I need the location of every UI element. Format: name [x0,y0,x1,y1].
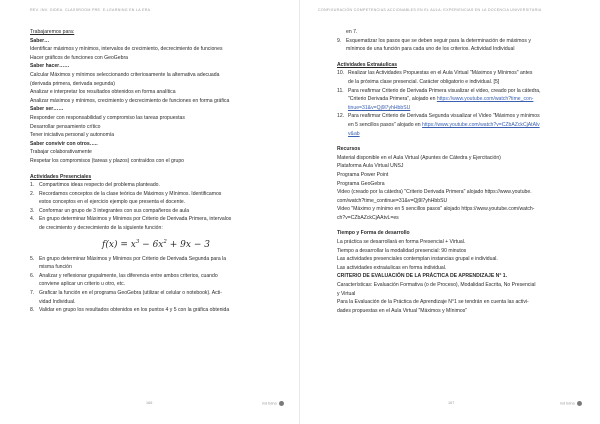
activity-item: 3. Conformar un grupo de 3 integrantes con sus compañeros de aula [30,207,190,214]
criteria-heading: CRITERIO DE EVALUACIÓN DE LA PRÁCTICA DE APRENDIZAJE N° 1. [337,273,508,280]
resource-item: com/watch?time_continue=31&v=Qj9l7yhHbbSU [337,197,448,204]
saber-hacer-heading: Saber hacer…… [30,63,70,70]
video-link[interactable]: https://www.youtube.com/watch?v=CZbAZckCjAtAlv [422,121,540,128]
time-heading: Tiempo y Forma de desarrollo [337,230,410,237]
saber-hacer-item: Analizar máximos y mínimos, crecimiento y decrecimiento de funciones en forma gráfica [30,97,230,104]
left-footer-brand: ind bdna [262,401,284,406]
saber-ser-heading: Saber ser…… [30,106,64,113]
brand-logo-icon [577,401,582,406]
saber-heading: Saber… [30,37,50,44]
left-page-number: 166 [146,401,153,405]
saber-ser-item: Desarrollar pensamiento crítico [30,123,101,130]
activity-item: 1. Compartimos ideas respecto del problema planteado. [30,182,160,189]
video-link-cont[interactable]: tinue=31&v=Qj9l7yhHbbSU [348,104,411,111]
criteria-line: dades propuestas en el Aula Virtual "Máximos y Mínimos" [337,307,468,314]
saber-hacer-item: Calcular Máximos y mínimos seleccionando criteriosamente la alternativa adecuada [30,71,220,78]
saber-item: Identificar máximos y mínimos, intervalos de crecimiento, decrecimiento de funciones [30,46,223,53]
extra-activities-heading: Actividades Extraáulicas [337,61,398,68]
resource-item: Video (creado por la cátedra) "Criterio Derivada Primera" alojado https://www.youtube. [337,189,532,196]
activity-item: 9. Esquematizar los pasos que se deben seguir para la determinación de máximos y mínimos de una función para cada uno de los criterios. Actividad Individual [337,37,531,53]
saber-item: Hacer gráficos de funciones con GeoGebra [30,54,128,61]
time-item: Las actividades presenciales contemplan instancias grupal e individual. [337,256,498,263]
activity-item: 10. Realizar las Actividades Propuestas en el Aula Virtual "Máximos y Mínimos" antes de la próxima clase presencial. Carácter obligatorio e individual. [5] [337,70,533,85]
continued-line: en 7. [346,29,358,35]
resources-heading: Recursos [337,146,361,153]
activity-item: 4. En grupo determinar Máximos y Mínimos por Criterio de Derivada Primera, intervalos de crecimiento y decrecimiento de la siguiente función: [30,216,232,232]
criteria-line: Para la Evaluación de la Práctica de Aprendizaje N°1 se tendrán en cuenta las activi- [337,299,529,306]
right-column [337,28,587,315]
saber-hacer-item: Analizar e interpretar los resultados obtenidos en forma analítica [30,89,176,96]
activities-heading: Actividades Presenciales [30,173,92,180]
video-link[interactable]: https://www.youtube.com/watch?time_con- [436,96,534,103]
function-formula: $f(x) = x^3 - 6x^2 + 9x - 3$ [102,238,210,250]
resource-item: ch?v=CZbAZckCjAAtvL=es [337,214,399,221]
resource-item: Programa GeoGebra [337,180,385,187]
right-running-header: CONFIGURACIÓN COMPETENCIAS ACCIONABLES EN EL AULA: EXPERIENCIAS EN LA DOCENCIA UNIVERSITARIA [318,8,542,12]
activity-item: 2. Recordamos conceptos de la clase teórica de Máximos y Mínimos. Identificamos estos conceptos en el ejercicio ejemplo que presenta el docente. [30,190,222,206]
activity-item: 12. Para reafirmar Criterio de Derivada Segunda visualizar el Video "Máximos y mínimos en 5 sencillos pasos" alojado en https://www.youtube.com/watch?v=CZbAZckCjAtAlv v&ab [337,113,540,137]
work-heading: Trabajaremos para: [30,29,75,35]
resource-item: Material disponible en el Aula Virtual (Apuntes de Cátedra y Ejercitación) [337,154,501,161]
saber-convivir-item: Respetar los compromisos (tareas y plazos) contraídos con el grupo [30,157,185,164]
right-page-number: 167 [448,401,455,405]
activity-item: 6. Analizar y reflexionar grupalmente, las diferencia entre ambos criterios, cuando conviene aplicar un criterio u otro, etc. [30,272,218,288]
resource-item: Programa Power Point [337,171,389,178]
saber-ser-item: Responder con responsabilidad y compromiso las tareas propuestas [30,114,185,121]
activity-item: 8. Validar en grupo los resultados obtenidos en los puntos 4 y 5 con la gráfica obtenida [30,307,230,314]
time-item: La práctica se desarrollará en forma Presencial + Virtual. [337,239,466,246]
criteria-line: y Virtual [337,290,356,297]
activity-item: 5. En grupo determinar Máximos y Mínimos por Criterio de Derivada Segunda para la misma función [30,255,227,271]
saber-convivir-item: Trabajar colaborativamente [30,149,92,156]
resource-item: Video "Máximo y mínimo en 5 sencillos pasos" alojado https://www.youtube.com/watch- [337,206,535,213]
saber-hacer-item: (derivada primera, derivada segunda) [30,80,115,87]
time-item: Las actividades extraáulicas en forma individual. [337,264,447,271]
video-link-cont[interactable]: v&ab [348,130,360,137]
saber-ser-item: Tener iniciativa personal y autonomía [30,132,115,139]
saber-convivir-heading: Saber convivir con otros….. [30,140,98,147]
left-running-header: REV. INV. GIDEA. CLASSROOM PRE. E-LEARNING EN LA ERA [30,8,151,12]
time-item: Tiempo a desarrollar la modalidad presencial: 90 minutos [337,247,467,254]
criteria-line: Características: Evaluación Formativa (o de Proceso), Modalidad Escrita, No Presencial [337,282,536,289]
activity-item: 7. Graficar la función en el programa GeoGebra (utilizar el celular o notebook). Acti- vidad Individual. [30,290,222,305]
right-footer-brand: ind bdna [560,401,582,406]
activity-item: 11. Para reafirmar Criterio de Derivada Primera visualizar el video, creado por la cátedra, "Criterio Derivada Primera", alojado en https://www.youtube.com/watch?time_con- tinue=31&v=Qj9l7yhHbbSU [337,87,541,111]
resource-item: Plataforma Aula Virtual UNSJ [337,163,404,170]
